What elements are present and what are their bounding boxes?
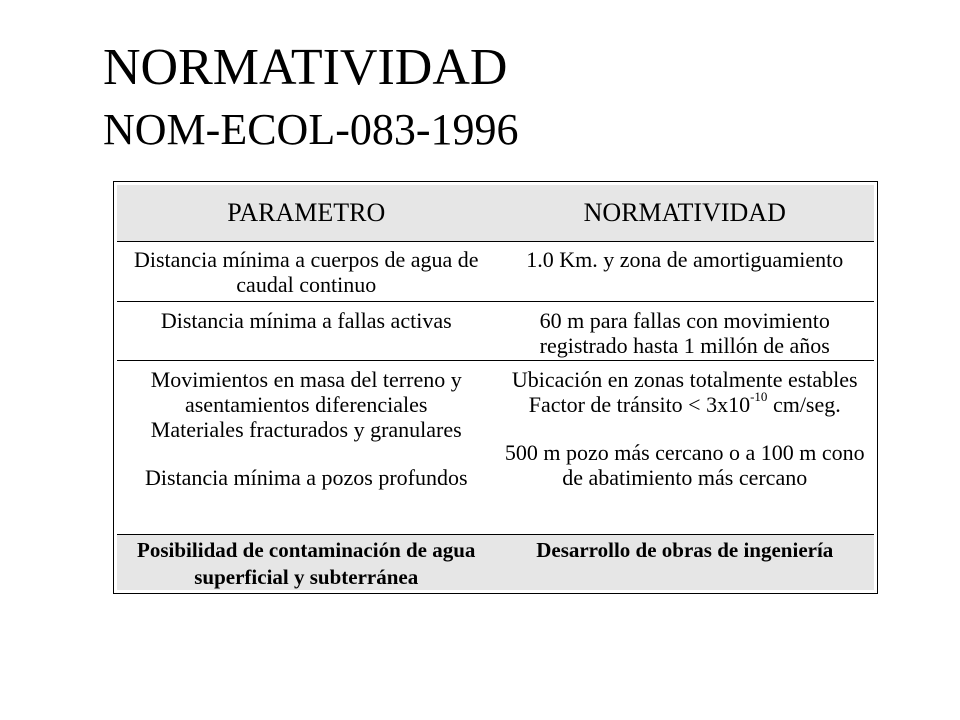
cell-normatividad: 60 m para fallas con movimiento registrado hasta 1 millón de años: [539, 308, 830, 358]
norm-table: [113, 181, 878, 594]
factor-text: Factor de tránsito < 3x10: [528, 392, 751, 417]
cell-parametro: Distancia mínima a cuerpos de agua de caudal continuo: [133, 247, 479, 297]
cell-normatividad-group: [496, 367, 875, 534]
cell-normatividad: 500 m pozo más cercano o a 100 m cono de abatimiento más cercano: [504, 440, 865, 490]
cell-parametro: Posibilidad de contaminación de agua superficial y subterránea: [137, 538, 476, 589]
table-header-row: [117, 185, 874, 241]
cell-parametro: Movimientos en masa del terreno y asentamientos diferenciales: [150, 367, 462, 417]
cell-parametro: Distancia mínima a pozos profundos: [144, 465, 468, 490]
cell-normatividad: [498, 389, 873, 417]
factor-exponent: -10: [750, 389, 768, 404]
cell-normatividad: 1.0 Km. y zona de amortiguamiento: [526, 247, 844, 272]
cell-normatividad: Ubicación en zonas totalmente estables: [511, 367, 858, 392]
slide-title: NORMATIVIDAD: [103, 39, 508, 96]
table-row: [117, 301, 874, 360]
cell-parametro: Distancia mínima a fallas activas: [160, 308, 452, 333]
cell-parametro: Materiales fracturados y granulares: [150, 417, 462, 442]
table-row-highlight: [117, 534, 874, 590]
header-parametro: PARAMETRO: [227, 198, 386, 227]
norm-table-inner: [117, 185, 874, 590]
cell-parametro-group: [117, 367, 496, 534]
header-normatividad: NORMATIVIDAD: [583, 198, 786, 227]
factor-unit: cm/seg.: [767, 392, 841, 417]
table-row: [117, 241, 874, 301]
slide-subtitle: NOM-ECOL-083-1996: [103, 105, 519, 154]
cell-normatividad: Desarrollo de obras de ingeniería: [536, 538, 834, 562]
table-row: [117, 360, 874, 534]
